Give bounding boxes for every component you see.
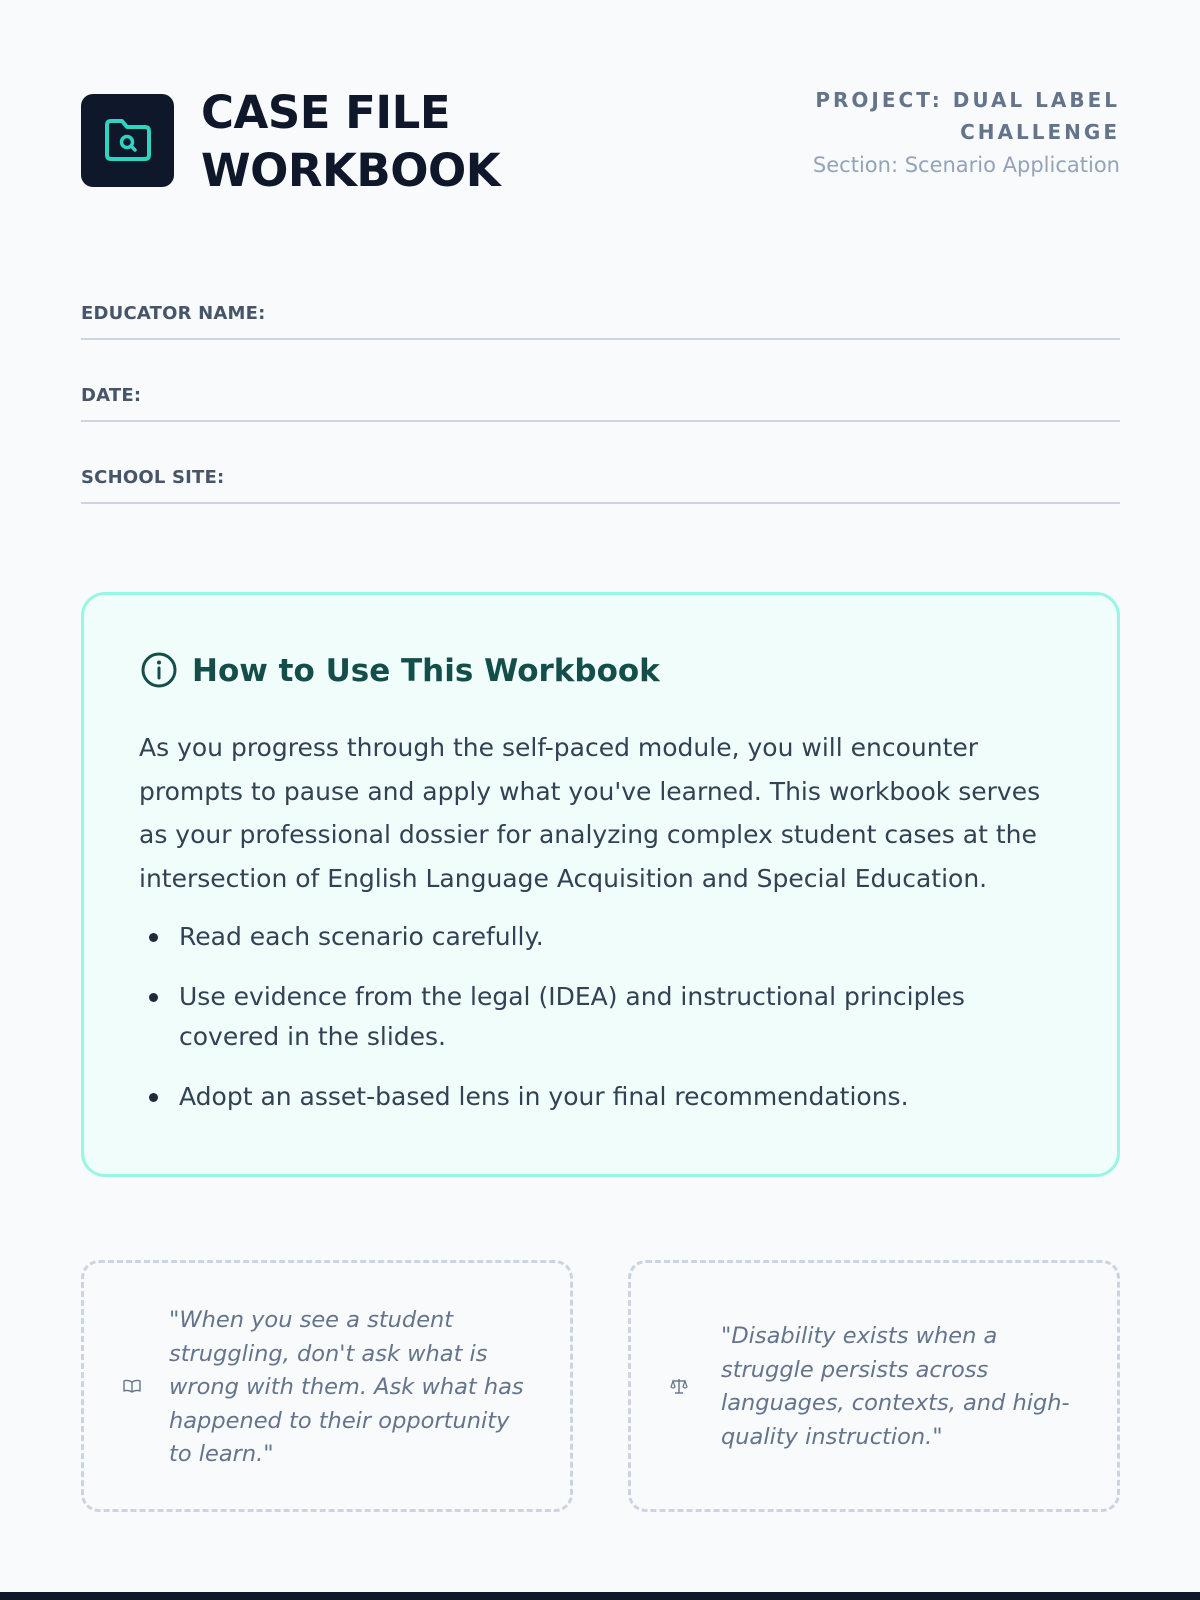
book-open-icon (122, 1376, 142, 1396)
header (81, 84, 1120, 204)
date-field[interactable] (81, 380, 1120, 422)
date-label: DATE: (81, 385, 142, 406)
quote-text: "When you see a student struggling, don't ask what is wrong with them. Ask what has happened to their opportunity to learn." (169, 1307, 524, 1467)
section-label: Section: Scenario Application (812, 153, 1120, 177)
instructions-body: As you progress through the self-paced module, you will encounter prompts to pause and apply what you've learned. This workbook serves as your professional dossier for analyzing complex student cases at the intersection of English Language Acquisition and Special Education. (139, 733, 1041, 893)
title-line-2: WORKBOOK (201, 144, 501, 197)
educator-name-label: EDUCATOR NAME: (81, 303, 266, 324)
instructions-title: How to Use This Workbook (192, 653, 660, 689)
school-site-input[interactable] (281, 464, 1120, 494)
list-item: Use evidence from the legal (IDEA) and instructional principles covered in the slides. (139, 977, 1059, 1057)
school-site-field[interactable] (81, 462, 1120, 504)
page-title (201, 84, 681, 200)
school-site-label: SCHOOL SITE: (81, 467, 225, 488)
date-input[interactable] (281, 382, 1120, 412)
list-item: Read each scenario carefully. (139, 917, 1059, 957)
quote-card-opportunity (81, 1260, 573, 1512)
list-item: Adopt an asset-based lens in your final recommendations. (139, 1077, 1059, 1117)
instructions-list (139, 917, 1059, 1137)
info-circle-icon (139, 650, 179, 690)
scale-icon (669, 1376, 689, 1396)
instructions-card (81, 592, 1120, 1177)
educator-name-field[interactable] (81, 298, 1120, 340)
folder-search-icon (102, 117, 154, 163)
educator-name-input[interactable] (281, 300, 1120, 330)
title-line-1: CASE FILE (201, 86, 451, 139)
footer-bar (0, 1592, 1200, 1600)
quote-text: "Disability exists when a struggle persists across languages, contexts, and high-quality instruction." (721, 1323, 1070, 1450)
quote-card-disability (628, 1260, 1120, 1512)
project-label: PROJECT: DUAL LABEL CHALLENGE (815, 88, 1120, 144)
logo (81, 94, 174, 187)
project-meta (760, 84, 1120, 182)
